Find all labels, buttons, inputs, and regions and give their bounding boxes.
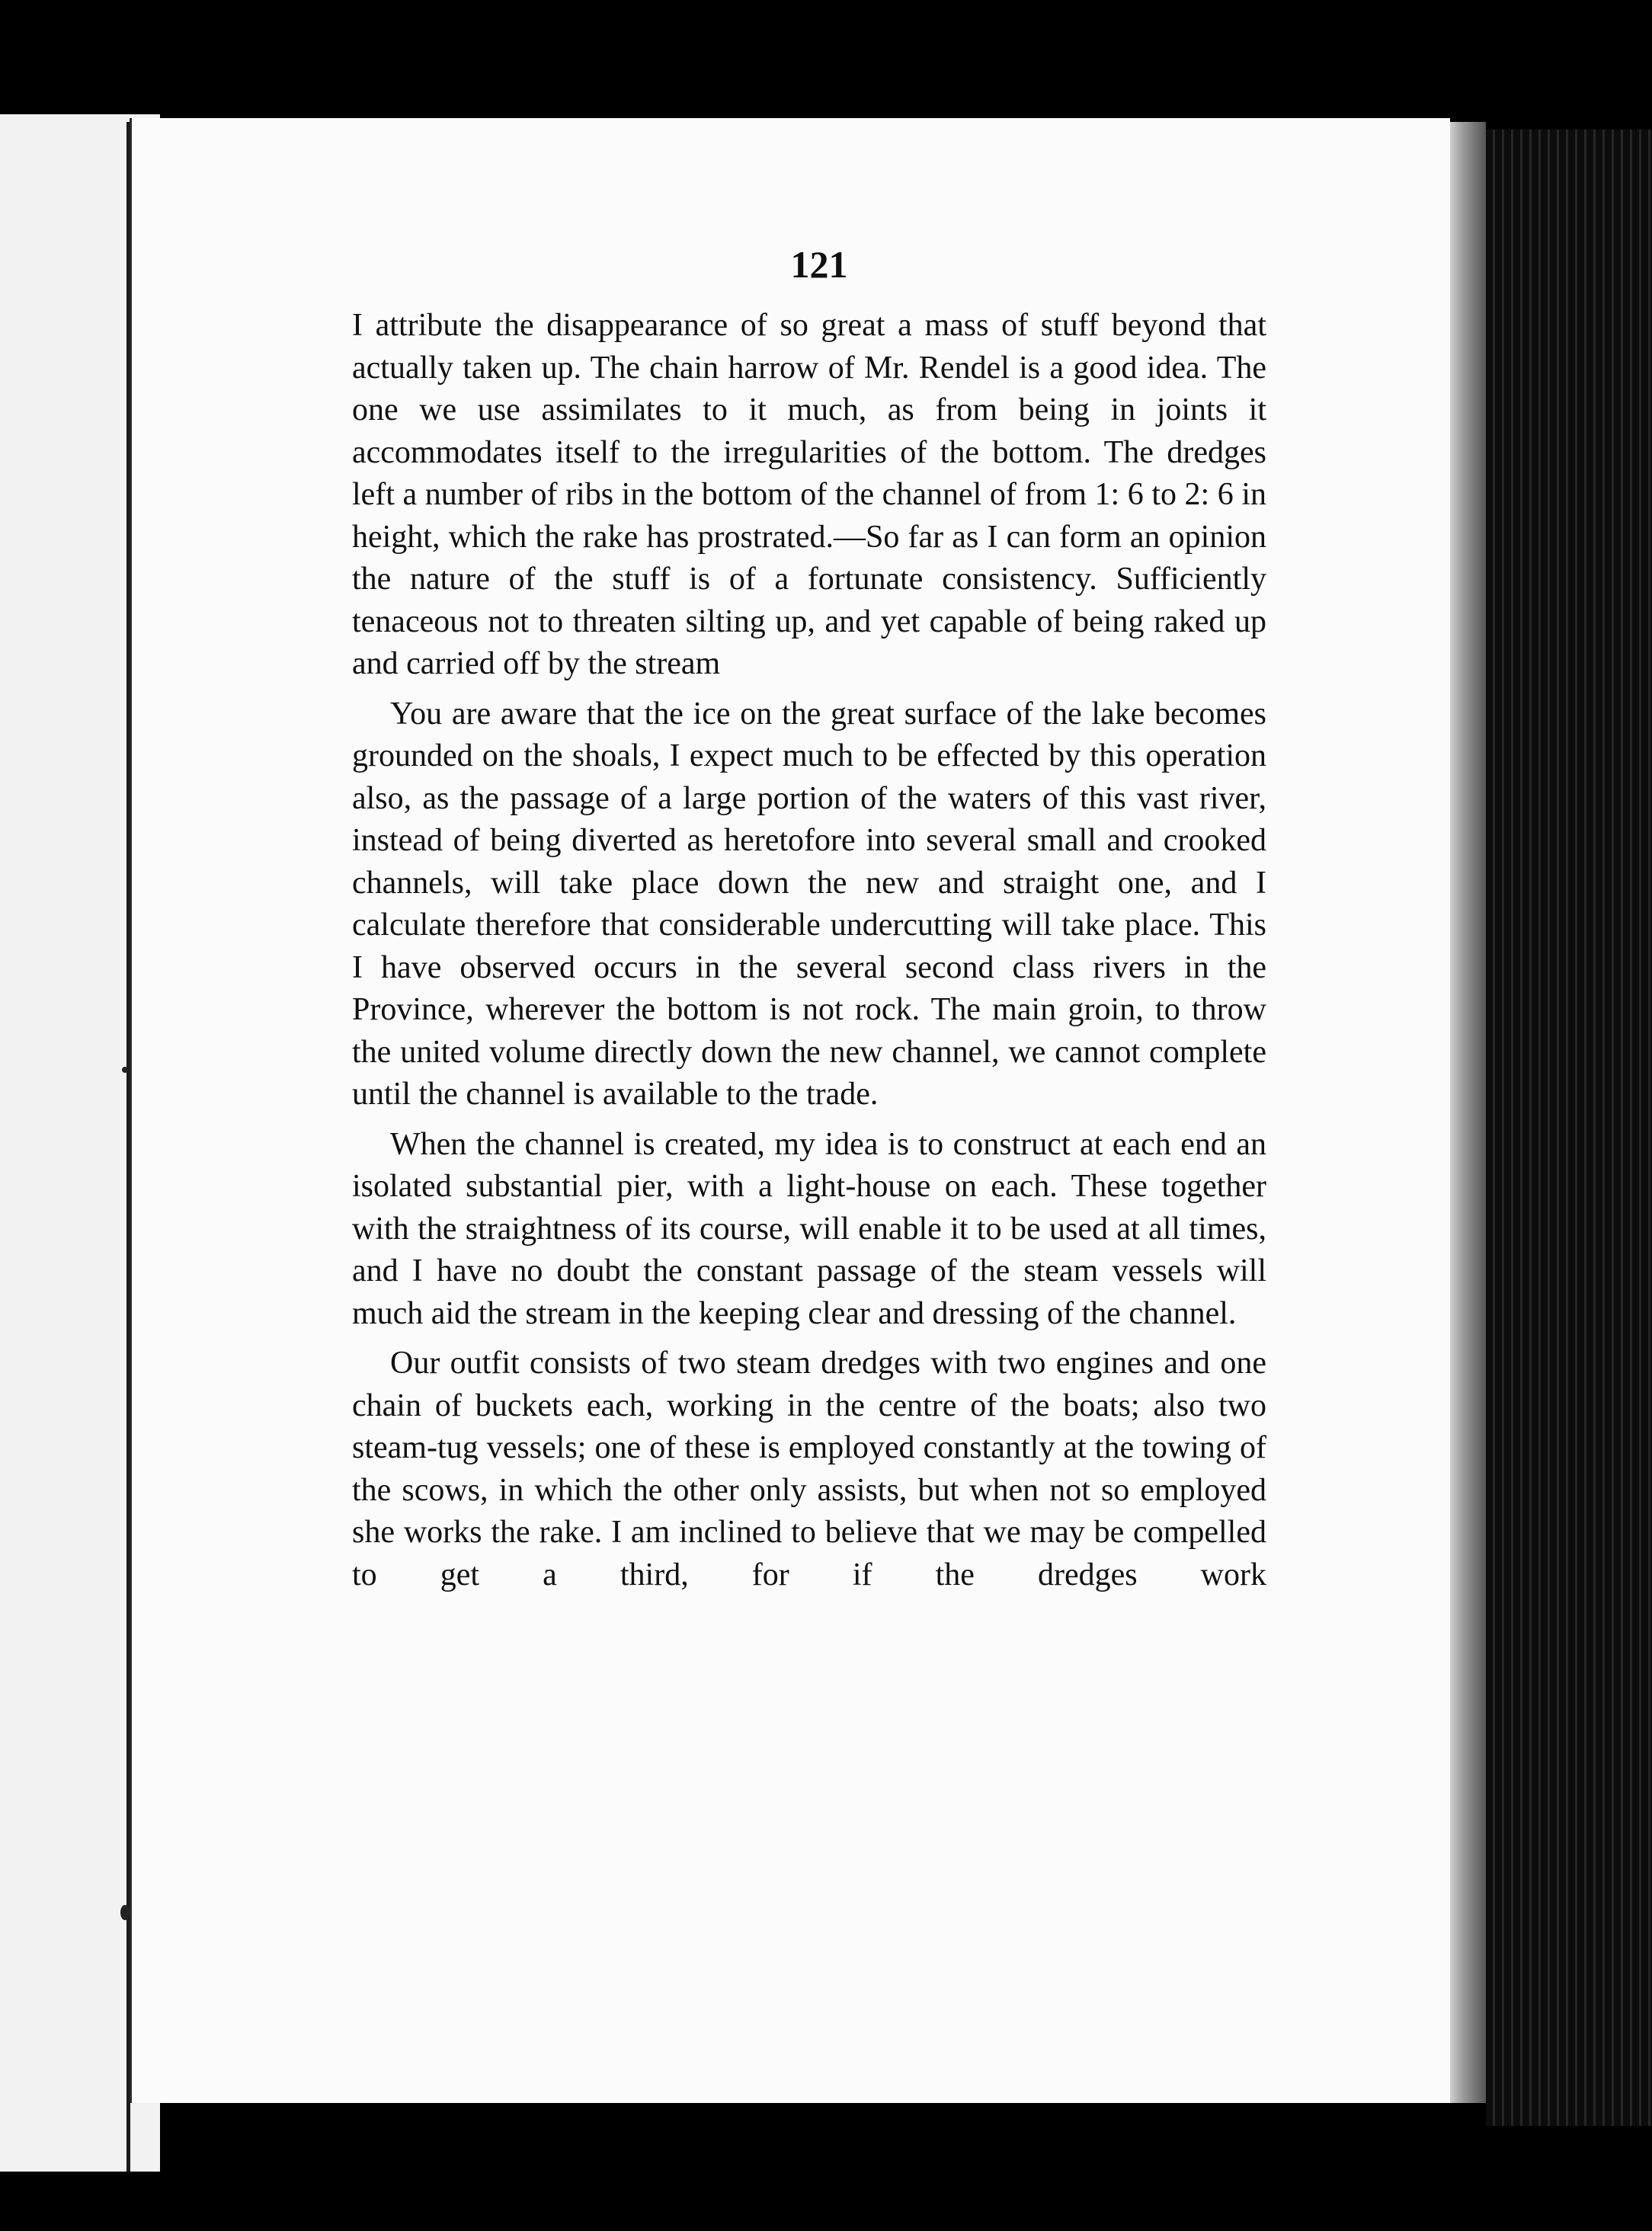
book-block-edge <box>1486 130 1652 2126</box>
paragraph-3: When the channel is created, my idea is to construct at each end an isolated substantial pier, with a light-house on each. These together with the straightness of its course, will enable it to be used at all times, and I have no doubt the constant passage of the steam vessels will much aid the stream in the keeping clear and dressing of the channel. <box>352 1126 1266 1331</box>
ink-speck <box>120 1905 130 1920</box>
paragraph-2: You are aware that the ice on the great surface of the lake becomes grounded on the shoals, I expect much to be effected by this operation also, as the passage of a large portion of the waters of this vast river, instead of being diverted as heretofore into several small and crooked channels, will take place down the new and straight one, and I calculate therefore that considerable undercutting will take place. This I have observed occurs in the several second class rivers in the Province, wherever the bottom is not rock. The main groin, to throw the united volume directly down the new channel, we cannot complete until the channel is available to the trade. <box>352 696 1266 1112</box>
page-edges <box>1448 122 1486 2103</box>
body-text <box>352 305 1266 1596</box>
page-number: 121 <box>790 243 848 286</box>
ink-speck <box>122 1067 128 1073</box>
paragraph-4: Our outfit consists of two steam dredges with two engines and one chain of buckets each, working in the centre of the boats; also two steam-tug vessels; one of these is employed constantly at the towing of the scows, in which the other only assists, but when not so employed she works the rake. I am inclined to believe that we may be compelled to get a third, for if the dredges work <box>352 1346 1266 1592</box>
paragraph-1: I attribute the disappearance of so great a mass of stuff beyond that actually taken up. The chain harrow of Mr. Rendel is a good idea. The one we use assimilates to it much, as from being in joints it accommodates itself to the irregularities of the bottom. The dredges left a number of ribs in the bottom of the channel of from 1: 6 to 2: 6 in height, which the rake has prostrated.—So far as I can form an opinion the nature of the stuff is of a fortunate consistency. Sufficiently tenaceous not to threaten silting up, and yet capable of being raked up and carried off by the stream <box>352 308 1266 681</box>
